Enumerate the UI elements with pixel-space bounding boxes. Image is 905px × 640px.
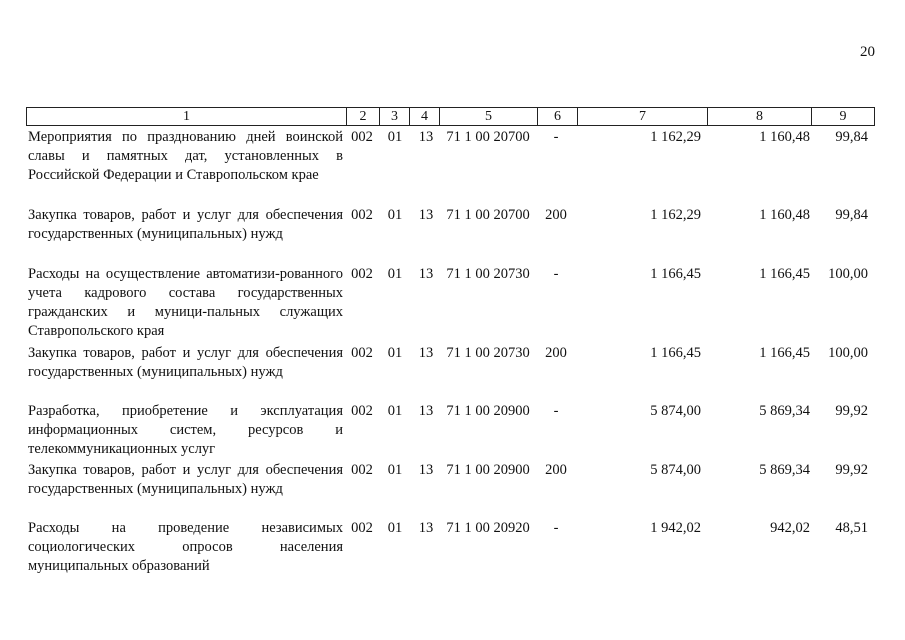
cell-col6: 200 bbox=[545, 462, 567, 478]
cell-col9: 100,00 bbox=[828, 345, 868, 361]
column-header: 7 bbox=[578, 108, 708, 126]
cell-col4: 13 bbox=[418, 266, 434, 282]
cell-col9: 99,84 bbox=[835, 207, 868, 223]
cell-col3: 01 bbox=[387, 129, 403, 145]
cell-col2: 002 bbox=[351, 345, 373, 361]
cell-col7: 5 874,00 bbox=[650, 462, 701, 478]
cell-col2: 002 bbox=[351, 129, 373, 145]
cell-col9: 100,00 bbox=[828, 266, 868, 282]
cell-col5: 71 1 00 20700 bbox=[446, 207, 530, 223]
cell-col4: 13 bbox=[418, 129, 434, 145]
cell-col5: 71 1 00 20730 bbox=[446, 345, 530, 361]
column-header: 4 bbox=[410, 108, 440, 126]
column-header: 3 bbox=[380, 108, 410, 126]
row-description: Расходы на осуществление автоматизи-рованного учета кадрового состава государственных гражданских и муници-пальных служащих Ставропольского края bbox=[28, 266, 343, 339]
cell-col2: 002 bbox=[351, 403, 373, 419]
cell-col5: 71 1 00 20920 bbox=[446, 520, 530, 536]
column-header: 6 bbox=[538, 108, 578, 126]
cell-col2: 002 bbox=[351, 266, 373, 282]
cell-col8: 942,02 bbox=[770, 520, 810, 536]
cell-col3: 01 bbox=[387, 266, 403, 282]
cell-col9: 99,92 bbox=[835, 462, 868, 478]
cell-col9: 99,84 bbox=[835, 129, 868, 145]
cell-col6: 200 bbox=[545, 207, 567, 223]
column-header: 8 bbox=[708, 108, 812, 126]
cell-col4: 13 bbox=[418, 345, 434, 361]
cell-col3: 01 bbox=[387, 520, 403, 536]
cell-col8: 1 160,48 bbox=[759, 129, 810, 145]
cell-col4: 13 bbox=[418, 403, 434, 419]
cell-col3: 01 bbox=[387, 207, 403, 223]
cell-col2: 002 bbox=[351, 520, 373, 536]
cell-col4: 13 bbox=[418, 462, 434, 478]
cell-col5: 71 1 00 20700 bbox=[446, 129, 530, 145]
cell-col6: 200 bbox=[545, 345, 567, 361]
row-description: Расходы на проведение независимых социологических опросов населения муниципальных образований bbox=[28, 520, 343, 574]
cell-col7: 5 874,00 bbox=[650, 403, 701, 419]
column-header-table bbox=[26, 107, 875, 126]
cell-col8: 5 869,34 bbox=[759, 403, 810, 419]
cell-col8: 5 869,34 bbox=[759, 462, 810, 478]
row-description: Закупка товаров, работ и услуг для обеспечения государственных (муниципальных) нужд bbox=[28, 345, 343, 380]
cell-col5: 71 1 00 20730 bbox=[446, 266, 530, 282]
column-header: 2 bbox=[347, 108, 380, 126]
cell-col6: - bbox=[553, 129, 559, 145]
cell-col7: 1 166,45 bbox=[650, 345, 701, 361]
cell-col6: - bbox=[553, 403, 559, 419]
row-description: Закупка товаров, работ и услуг для обеспечения государственных (муниципальных) нужд bbox=[28, 462, 343, 497]
cell-col4: 13 bbox=[418, 207, 434, 223]
cell-col2: 002 bbox=[351, 207, 373, 223]
cell-col6: - bbox=[553, 520, 559, 536]
cell-col3: 01 bbox=[387, 345, 403, 361]
column-header-row bbox=[27, 108, 875, 126]
cell-col9: 48,51 bbox=[835, 520, 868, 536]
cell-col7: 1 166,45 bbox=[650, 266, 701, 282]
column-header: 9 bbox=[812, 108, 875, 126]
cell-col2: 002 bbox=[351, 462, 373, 478]
cell-col8: 1 166,45 bbox=[759, 345, 810, 361]
cell-col7: 1 162,29 bbox=[650, 207, 701, 223]
row-description: Мероприятия по празднованию дней воинской славы и памятных дат, установленных в Российской Федерации и Ставропольском крае bbox=[28, 129, 343, 183]
row-description: Закупка товаров, работ и услуг для обеспечения государственных (муниципальных) нужд bbox=[28, 207, 343, 242]
cell-col7: 1 942,02 bbox=[650, 520, 701, 536]
row-description: Разработка, приобретение и эксплуатация информационных систем, ресурсов и телекоммуникационных услуг bbox=[28, 403, 343, 457]
cell-col9: 99,92 bbox=[835, 403, 868, 419]
cell-col6: - bbox=[553, 266, 559, 282]
page-number: 20 bbox=[860, 44, 875, 60]
cell-col7: 1 162,29 bbox=[650, 129, 701, 145]
cell-col8: 1 160,48 bbox=[759, 207, 810, 223]
cell-col4: 13 bbox=[418, 520, 434, 536]
cell-col3: 01 bbox=[387, 462, 403, 478]
column-header: 5 bbox=[440, 108, 538, 126]
cell-col3: 01 bbox=[387, 403, 403, 419]
column-header: 1 bbox=[27, 108, 347, 126]
cell-col5: 71 1 00 20900 bbox=[446, 403, 530, 419]
cell-col5: 71 1 00 20900 bbox=[446, 462, 530, 478]
cell-col8: 1 166,45 bbox=[759, 266, 810, 282]
